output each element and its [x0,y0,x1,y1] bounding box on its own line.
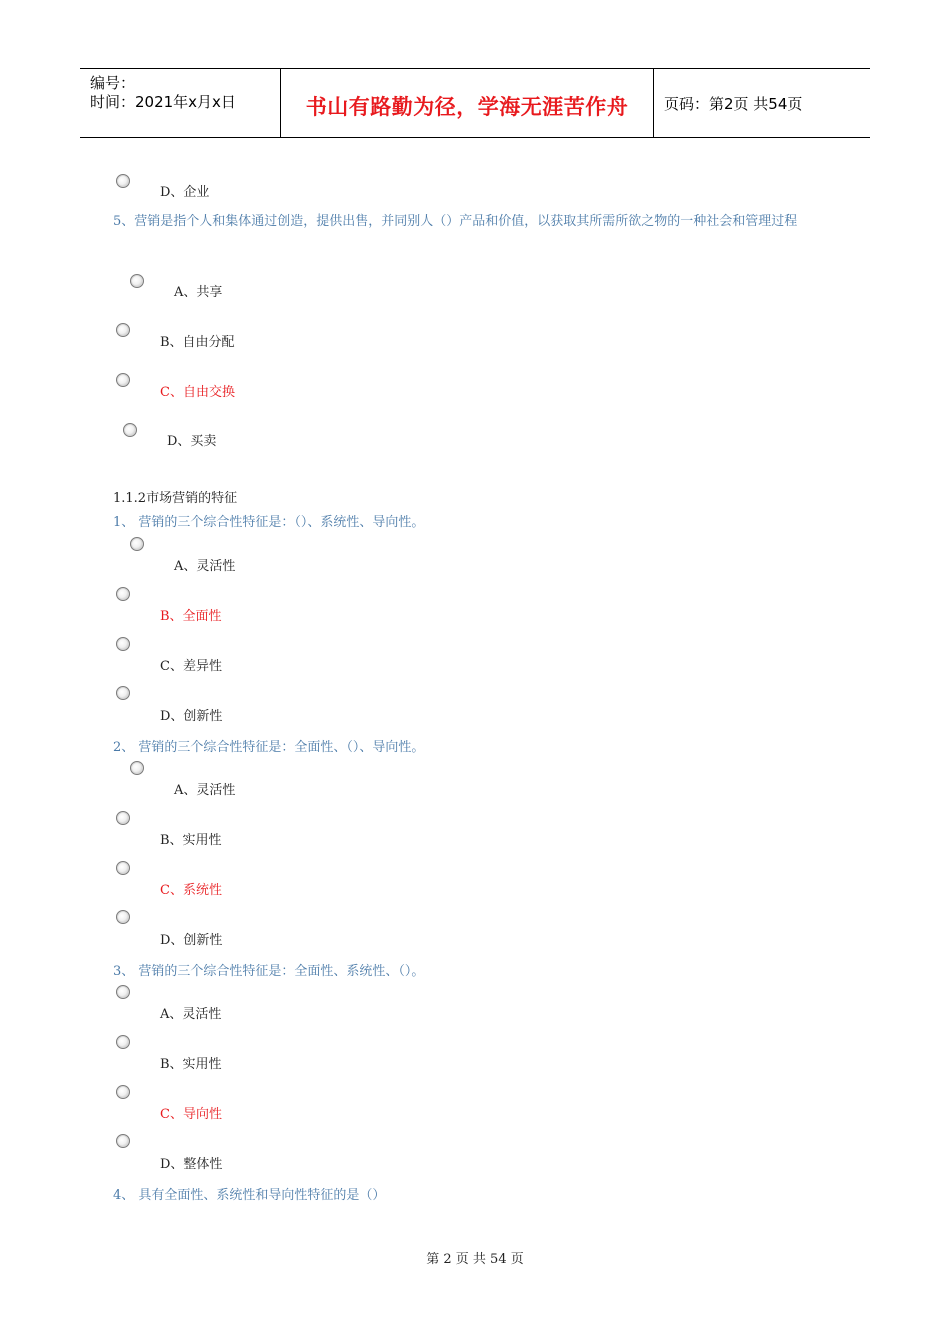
s3-option-a: A、灵活性 [160,1007,222,1022]
radio-button[interactable] [130,537,144,551]
s3-option-d: D、整体性 [160,1157,223,1172]
serial-label: 编号： [90,74,136,92]
sub-question-1: 1、 营销的三个综合性特征是：（）、系统性、导向性。 [113,515,425,530]
q5-option-a: A、共享 [174,285,223,300]
time-label: 时间：2021年x月x日 [90,93,236,111]
radio-button[interactable] [116,1134,130,1148]
header-page-cell [653,69,870,137]
section-title: 1.1.2市场营销的特征 [113,491,238,506]
s2-option-d: D、创新性 [160,933,223,948]
radio-button[interactable] [130,761,144,775]
sub-question-4: 4、 具有全面性、系统性和导向性特征的是（） [113,1188,386,1203]
s3-option-c-correct: C、导向性 [160,1107,222,1122]
s1-option-d: D、创新性 [160,709,223,724]
header-motto-cell [280,69,654,137]
s2-option-a: A、灵活性 [174,783,236,798]
radio-button[interactable] [116,811,130,825]
radio-button[interactable] [130,274,144,288]
s3-option-b: B、实用性 [160,1057,222,1072]
radio-button[interactable] [116,174,130,188]
document-header [80,68,870,138]
option-d-prev: D、企业 [160,185,210,200]
radio-button[interactable] [116,323,130,337]
q5-option-b: B、自由分配 [160,335,235,350]
sub-question-2: 2、 营销的三个综合性特征是：全面性、（）、导向性。 [113,740,425,755]
header-meta-cell [80,69,280,137]
radio-button[interactable] [116,1035,130,1049]
radio-button[interactable] [116,985,130,999]
question-5: 5、营销是指个人和集体通过创造，提供出售，并同别人（）产品和价值，以获取其所需所欲之物的一种社会和管理过程 [113,214,798,229]
q5-option-d: D、买卖 [167,434,217,449]
sub-question-3: 3、 营销的三个综合性特征是：全面性、系统性、（）。 [113,964,425,979]
radio-button[interactable] [123,423,137,437]
radio-button[interactable] [116,373,130,387]
s2-option-b: B、实用性 [160,833,222,848]
radio-button[interactable] [116,1085,130,1099]
radio-button[interactable] [116,637,130,651]
radio-button[interactable] [116,910,130,924]
radio-button[interactable] [116,861,130,875]
motto-text: 书山有路勤为径，学海无涯苦作舟 [305,94,629,119]
radio-button[interactable] [116,686,130,700]
s1-option-c: C、差异性 [160,659,222,674]
q5-option-c-correct: C、自由交换 [160,385,235,400]
s2-option-c-correct: C、系统性 [160,883,222,898]
page-footer: 第 2 页 共 54 页 [426,1252,524,1267]
s1-option-a: A、灵活性 [174,559,236,574]
header-page-label: 页码：第2页 共54页 [664,95,803,113]
s1-option-b-correct: B、全面性 [160,609,222,624]
radio-button[interactable] [116,587,130,601]
